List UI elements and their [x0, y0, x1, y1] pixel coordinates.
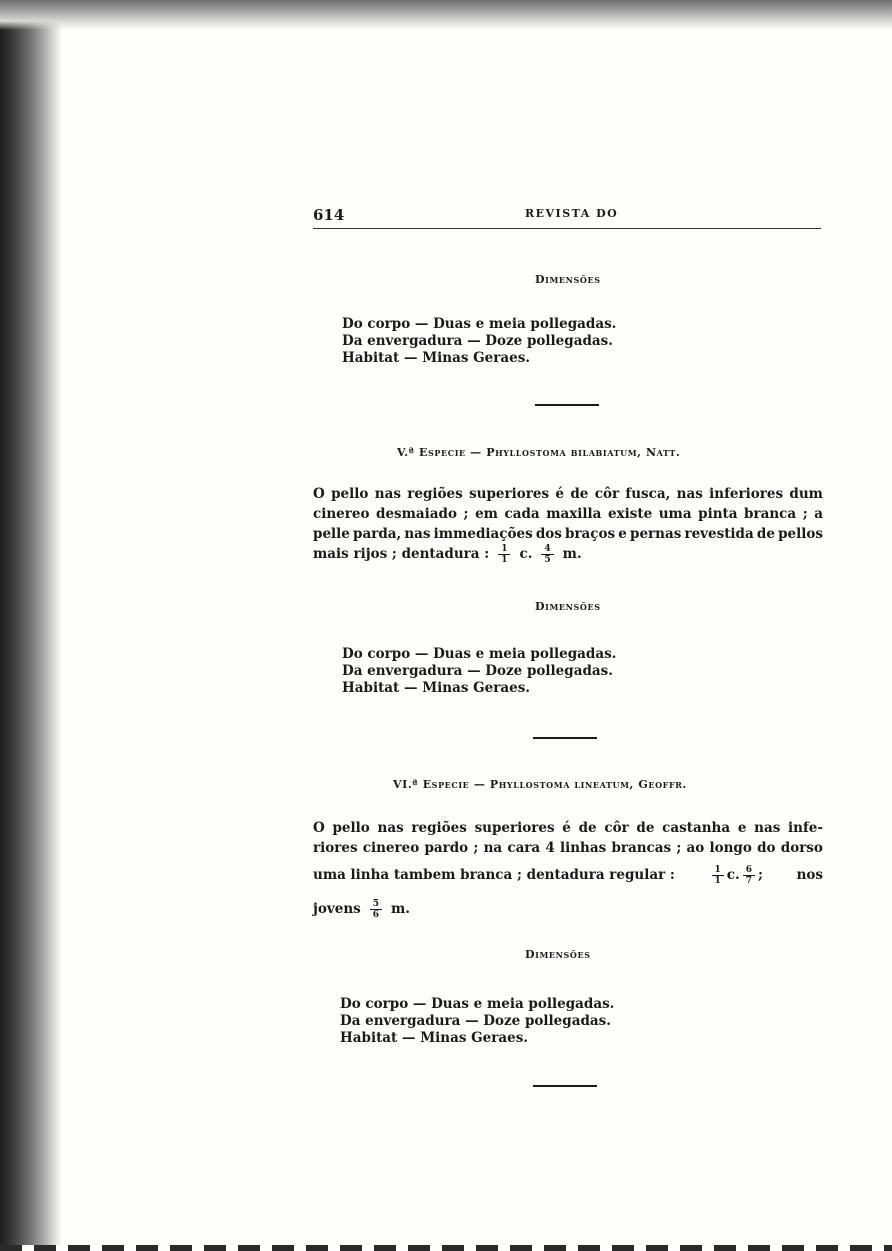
scan-border-bottom	[0, 1245, 892, 1251]
word: de	[756, 526, 775, 542]
fraction: $\frac{1}{1}$	[498, 544, 510, 565]
text-line	[313, 838, 823, 858]
word: cada	[504, 506, 540, 522]
word: na	[483, 840, 503, 856]
word: cinereo	[362, 840, 420, 856]
species-name: Phyllostoma bilabiatum, Natt.	[486, 446, 681, 459]
word: O	[313, 820, 325, 836]
fraction: $\frac{5}{6}$	[370, 899, 382, 920]
word: pellos	[778, 526, 823, 542]
word: existe	[607, 506, 653, 522]
word: braços	[565, 526, 616, 542]
word: e	[737, 820, 747, 836]
word: brancas	[611, 840, 672, 856]
word: regiões	[411, 820, 467, 836]
word: pelle	[313, 526, 350, 542]
dimension-line: Da envergadura — Doze pollegadas.	[342, 333, 613, 349]
word: côr	[594, 486, 620, 502]
word: pernas	[630, 526, 682, 542]
species-description	[313, 818, 823, 926]
species-description	[313, 484, 823, 564]
word: longo	[709, 840, 752, 856]
word: pardo	[424, 840, 469, 856]
dimension-line: Habitat — Minas Geraes.	[342, 350, 530, 366]
species-heading: V.ª Especie — Phyllostoma bilabiatum, Natt.	[397, 446, 681, 459]
dimension-line: Da envergadura — Doze pollegadas.	[340, 1013, 611, 1029]
word: de	[578, 820, 597, 836]
word: ;	[463, 506, 469, 522]
dimension-line: Do corpo — Duas e meia pollegadas.	[342, 316, 617, 332]
word: maxilla	[546, 506, 602, 522]
section-separator	[535, 404, 599, 406]
dimension-line: Do corpo — Duas e meia pollegadas.	[342, 646, 617, 662]
word: cara	[507, 840, 541, 856]
word: O	[313, 486, 325, 502]
word: desmaiado	[376, 506, 457, 522]
word: pello	[331, 486, 369, 502]
page-number: 614	[313, 206, 345, 224]
species-heading: VI.ª Especie — Phyllostoma lineatum, Geoffr.	[393, 778, 687, 791]
word: em	[475, 506, 498, 522]
dimensions-list	[342, 646, 616, 697]
species-name: Phyllostoma lineatum, Geoffr.	[489, 778, 687, 791]
section-separator	[533, 1085, 597, 1087]
text-line: uma linha tambem branca ; dentadura regular : $\frac{1}{1}$ c. $\frac{6}{7}$ ; nos	[313, 864, 823, 886]
word: nas	[374, 486, 401, 502]
word: dum	[789, 486, 823, 502]
word: ;	[473, 840, 479, 856]
dimension-line: Habitat — Minas Geraes.	[340, 1030, 528, 1046]
word: é	[555, 486, 565, 502]
dimension-line: Da envergadura — Doze pollegadas.	[342, 663, 613, 679]
word: côr	[604, 820, 629, 836]
word: riores	[313, 840, 358, 856]
text-line: mais rijos ; dentadura : $\frac{1}{1}$ c. $\frac{4}{5}$ m.	[313, 543, 582, 565]
text-line	[313, 484, 823, 504]
word: nas	[404, 526, 431, 542]
word: e	[618, 526, 627, 542]
word: nas	[377, 820, 404, 836]
dimensions-heading: Dimensões	[535, 273, 601, 286]
word: superiores	[474, 820, 555, 836]
word: inferiores	[709, 486, 784, 502]
word: ;	[802, 506, 808, 522]
word: branca	[744, 506, 797, 522]
fraction: $\frac{4}{5}$	[541, 544, 553, 565]
word: ao	[686, 840, 705, 856]
running-head: REVISTA DO	[525, 207, 619, 220]
word: fusca,	[625, 486, 671, 502]
word: castanha	[662, 820, 731, 836]
word: uma	[658, 506, 692, 522]
word: ;	[676, 840, 682, 856]
dimensions-list	[340, 996, 614, 1047]
dimensions-heading: Dimensões	[535, 600, 601, 613]
dimensions-heading: Dimensões	[525, 948, 591, 961]
word: immediações	[433, 526, 533, 542]
word: nas	[676, 486, 703, 502]
scan-border-left	[0, 0, 62, 1251]
dimension-line: Habitat — Minas Geraes.	[342, 680, 530, 696]
word: dorso	[780, 840, 823, 856]
word: parda,	[353, 526, 402, 542]
header-rule	[313, 228, 821, 229]
word: revestida	[684, 526, 754, 542]
word: regiões	[407, 486, 463, 502]
word: 4	[545, 840, 555, 856]
scan-border-top	[0, 0, 892, 30]
word: nas	[754, 820, 781, 836]
text-line: jovens $\frac{5}{6}$ m.	[313, 898, 410, 920]
word: é	[562, 820, 571, 836]
dimension-line: Do corpo — Duas e meia pollegadas.	[340, 996, 615, 1012]
word: do	[757, 840, 776, 856]
text-line	[313, 818, 823, 838]
word: de	[636, 820, 655, 836]
word: cinereo	[313, 506, 370, 522]
fraction: $\frac{6}{7}$	[743, 865, 755, 886]
section-separator	[533, 737, 597, 739]
fraction: $\frac{1}{1}$	[712, 865, 724, 886]
word: de	[570, 486, 589, 502]
word: a	[814, 506, 823, 522]
word: infe-	[788, 820, 823, 836]
text-line	[313, 524, 823, 544]
text-line	[313, 504, 823, 524]
dimensions-list	[342, 316, 616, 367]
word: dos	[535, 526, 562, 542]
word: pinta	[698, 506, 738, 522]
word: linhas	[559, 840, 607, 856]
word: superiores	[469, 486, 550, 502]
word: pello	[332, 820, 370, 836]
